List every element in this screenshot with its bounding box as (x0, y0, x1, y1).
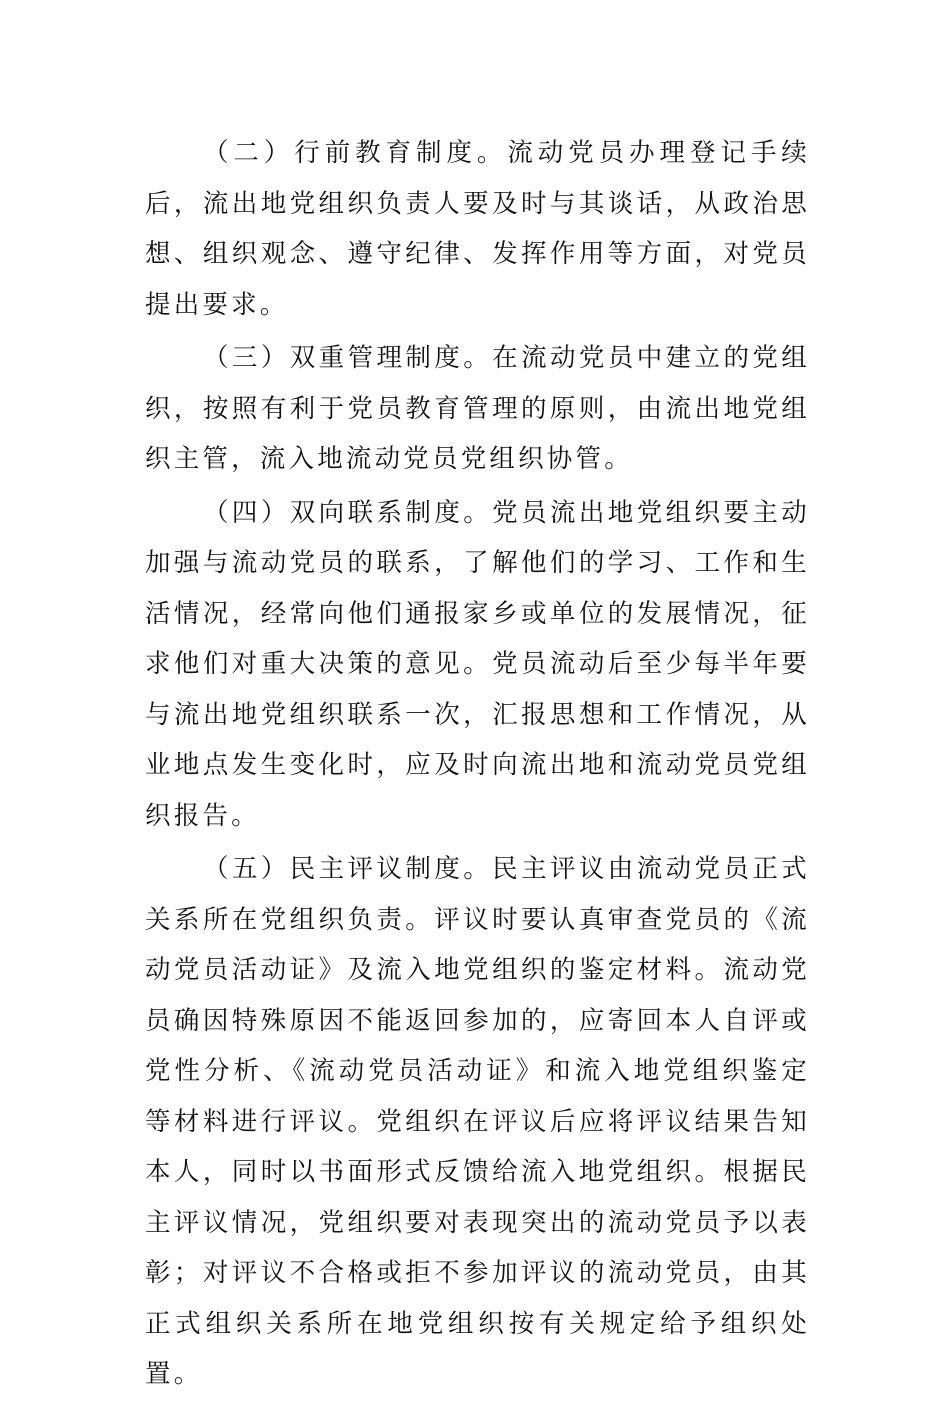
paragraph-pre-departure-education: （二）行前教育制度。流动党员办理登记手续后，流出地党组织负责人要及时与其谈话，从政治思想、组织观念、遵守纪律、发挥作用等方面，对党员提出要求。 (145, 138, 810, 320)
paragraph-democratic-review: （五）民主评议制度。民主评议由流动党员正式关系所在党组织负责。评议时要认真审查党员的《流动党员活动证》及流入地党组织的鉴定材料。流动党员确因特殊原因不能返回参加的，应寄回本人自评或党性分析、《流动党员活动证》和流入地党组织鉴定等材料进行评议。党组织在评议后应将评议结果告知本人，同时以书面形式反馈给流入地党组织。根据民主评议情况，党组织要对表现突出的流动党员予以表彰；对评议不合格或拒不参加评议的流动党员，由其正式组织关系所在地党组织按有关规定给予组织处置。 (145, 854, 810, 1389)
document-body (145, 128, 810, 1403)
paragraph-two-way-contact: （四）双向联系制度。党员流出地党组织要主动加强与流动党员的联系，了解他们的学习、工作和生活情况，经常向他们通报家乡或单位的发展情况，征求他们对重大决策的意见。党员流动后至少每半年要与流出地党组织联系一次，汇报思想和工作情况，从业地点发生变化时，应及时向流出地和流动党员党组织报告。 (145, 497, 810, 831)
paragraph-dual-management: （三）双重管理制度。在流动党员中建立的党组织，按照有利于党员教育管理的原则，由流出地党组织主管，流入地流动党员党组织协管。 (145, 343, 810, 474)
